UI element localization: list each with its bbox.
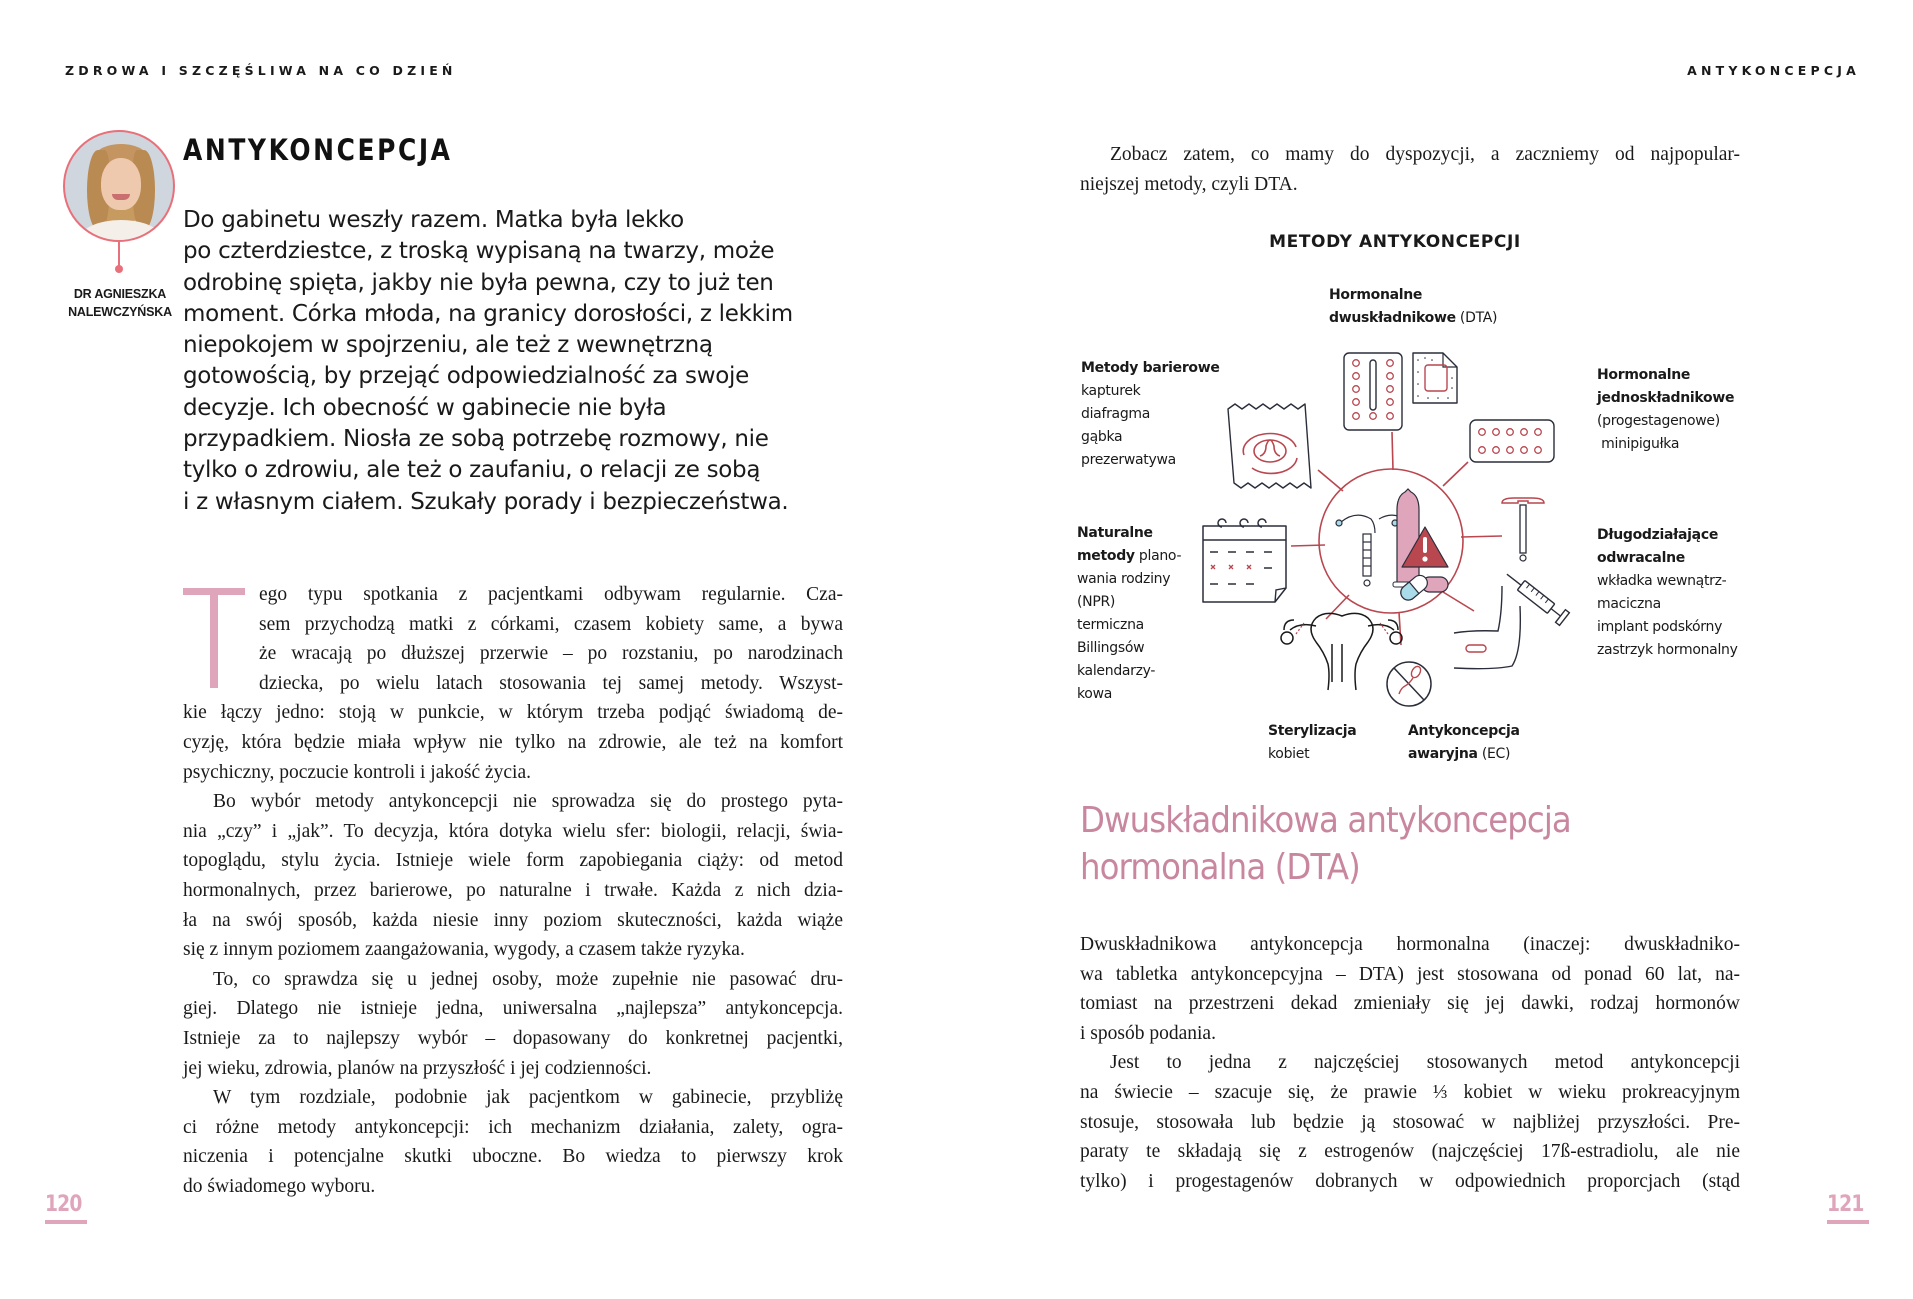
section-heading: Dwuskładnikowa antykoncepcja hormonalna (DTA) [1080,800,1571,888]
body-line: na świecie – szacuje się, że prawie ⅓ kobiet w wieku prokreacyjnym [1080,1081,1740,1103]
body-line: giej. Dlatego nie istnieje jedna, uniwersalna „najlepsza” antykoncepcja. [183,998,843,1020]
body-line: Zobacz zatem, co mamy do dyspozycji, a zaczniemy od najpopular- [1110,144,1740,165]
intro-line: i z własnym ciałem. Szukały porady i bezpieczeństwa. [183,488,789,515]
pill-blister-icon [1344,353,1402,430]
body-line: niejszej metody, czyli DTA. [1080,173,1298,195]
body-line: hormonalnych, przez barierowe, po naturalne i trwałe. Każda z nich dzia- [183,879,843,901]
iud-icon [1502,498,1544,561]
body-line: ego typu spotkania z pacjentkami odbywam regularnie. Cza- [259,584,843,605]
intro-lead [183,205,863,518]
body-line: się z innym poziomem zaangażowania, wygody, a czasem także ryzyka. [183,939,745,961]
intro-line: odrobinę spięta, jakby nie była pewna, czy to już ten [183,269,774,296]
intro-line: gotowością, by przejąć odpowiedzialność za swoje [183,363,749,390]
chapter-title: ANTYKONCEPCJA [183,133,453,167]
intro-line: przypadkiem. Niosła ze sobą potrzebę rozmowy, nie [183,426,769,453]
left-page-body [183,580,843,1201]
right-page-intro [1080,140,1740,199]
label-dta: Hormonalne dwuskładnikowe (DTA) [1329,287,1498,326]
body-line: ła na swój sposób, każda niesie inny poziom skuteczności, każda wiąże [183,909,843,931]
author-name: DR AGNIESZKA NALEWCZYŃSKA [68,287,172,319]
body-line: dziecka, po wielu latach stosowania tej samej metody. Wszyst- [259,672,843,694]
page-number-underline-left [45,1220,87,1224]
label-larc: Długodziałające odwracalne wkładka wewnątrz- maciczna implant podskórny zastrzyk hormonalny [1597,527,1738,658]
body-line: wa tabletka antykoncepcyjna – DTA) jest stosowana od ponad 60 lat, na- [1080,963,1740,985]
body-line: To, co sprawdza się u jednej osoby, może zupełnie nie pasować dru- [213,968,843,990]
body-line: stosuje, stosowała lub będzie ją stosować w najbliżej przyszłości. Pre- [1080,1111,1740,1133]
label-progestagen: Hormonalne jednoskładnikowe (progestagenowe) minipigułka [1597,367,1735,452]
author-photo [63,130,175,242]
body-line: topoglądu, stylu życia. Istnieje wiele form zapobiegania ciąży: od metod [183,850,843,872]
author-connector-dot [115,265,123,273]
body-line: nia „czy” i „jak”. To decyzja, która dotyka wielu sfer: biologii, relacji, świa- [183,820,843,842]
body-line: sem przychodzą matki z córkami, czasem kobiety same, a bywa [259,613,843,635]
body-line: ci różne metody antykoncepcji: ich mechanizm działania, zalety, ogra- [183,1116,843,1138]
contraception-methods-diagram [1150,330,1630,730]
condom-packet-icon [1228,404,1311,488]
intro-line: tylko o zdrowiu, ale też o zaufaniu, o relacji ze sobą [183,457,761,484]
diagram-title: METODY ANTYKONCEPCJI [1269,232,1521,252]
body-line: Dwuskładnikowa antykoncepcja hormonalna (inaczej: dwuskładniko- [1080,934,1740,955]
body-line: do świadomego wyboru. [183,1175,376,1197]
right-page-body [1080,930,1740,1196]
minipill-blister-icon [1470,420,1554,462]
arm-implant-icon [1454,586,1520,669]
intro-line: po czterdziestce, z troską wypisaną na twarzy, może [183,238,775,265]
intro-line: niepokojem w spojrzeniu, ale też z wewnętrzną [183,332,713,359]
body-line: psychiczny, poczucie kontroli i jakość życia. [183,761,531,783]
no-sperm-icon [1387,662,1431,706]
page-number-right: 121 [1827,1192,1864,1217]
label-emergency: Antykoncepcja awaryjna (EC) [1408,723,1520,762]
intro-line: Do gabinetu weszły razem. Matka była lekko [183,207,684,233]
body-line: tylko) i progestagenów dobranych w odpowiednich proporcjach (stąd [1080,1170,1740,1192]
uterus-icon [1281,613,1402,690]
label-barrier: Metody barierowe kapturek diafragma gąbka prezerwatywa [1081,360,1220,468]
body-line: jej wieku, zdrowia, planów na przyszłość i jej codzienności. [183,1057,652,1079]
body-line: kie łączy jedno: stoją w punkcie, w którym trzeba podjąć świadomą de- [183,702,843,724]
calendar-icon [1203,519,1286,602]
intro-line: decyzje. Ich obecność w gabinecie nie była [183,394,667,421]
body-line: Bo wybór metody antykoncepcji nie sprowadza się do prostego pyta- [213,791,843,813]
page-number-left: 120 [45,1192,82,1217]
page-number-underline-right [1827,1220,1869,1224]
body-line: paraty te składają się z estrogenów (najczęściej 17ß-estradiolu, ale nie [1080,1141,1740,1163]
body-line: tomiast na przestrzeni dekad zmieniały się jej dawki, rodzaj hormonów [1080,993,1740,1015]
patch-icon [1413,353,1457,403]
syringe-icon [1502,568,1569,626]
running-head-left: ZDROWA I SZCZĘŚLIWA NA CO DZIEŃ [65,63,457,78]
label-natural: Naturalne metody plano- wania rodziny (NPR) termiczna Billingsów kalendarzy- kowa [1077,525,1182,702]
label-sterilization: Sterylizacja kobiet [1268,723,1357,762]
running-head-right: ANTYKONCEPCJA [1687,63,1860,78]
body-line: że wracają po dłuższej przerwie – po rozstaniu, po narodzinach [259,643,843,665]
body-line: i sposób podania. [1080,1022,1216,1044]
body-line: cyzję, która będzie miała wpływ nie tylko na zdrowie, ale też na komfort [183,731,843,753]
body-line: Istnieje za to najlepszy wybór – dopasowany do konkretnej pacjentki, [183,1027,843,1049]
body-line: niczenia i potencjalne skutki uboczne. Bo wiedza to pierwszy krok [183,1146,843,1168]
body-line: Jest to jedna z najczęściej stosowanych metod antykoncepcji [1110,1052,1740,1074]
intro-line: moment. Córka młoda, na granicy dorosłości, z lekkim [183,300,793,327]
body-line: W tym rozdziale, podobnie jak pacjentkom w gabinecie, przybliżę [213,1087,843,1109]
